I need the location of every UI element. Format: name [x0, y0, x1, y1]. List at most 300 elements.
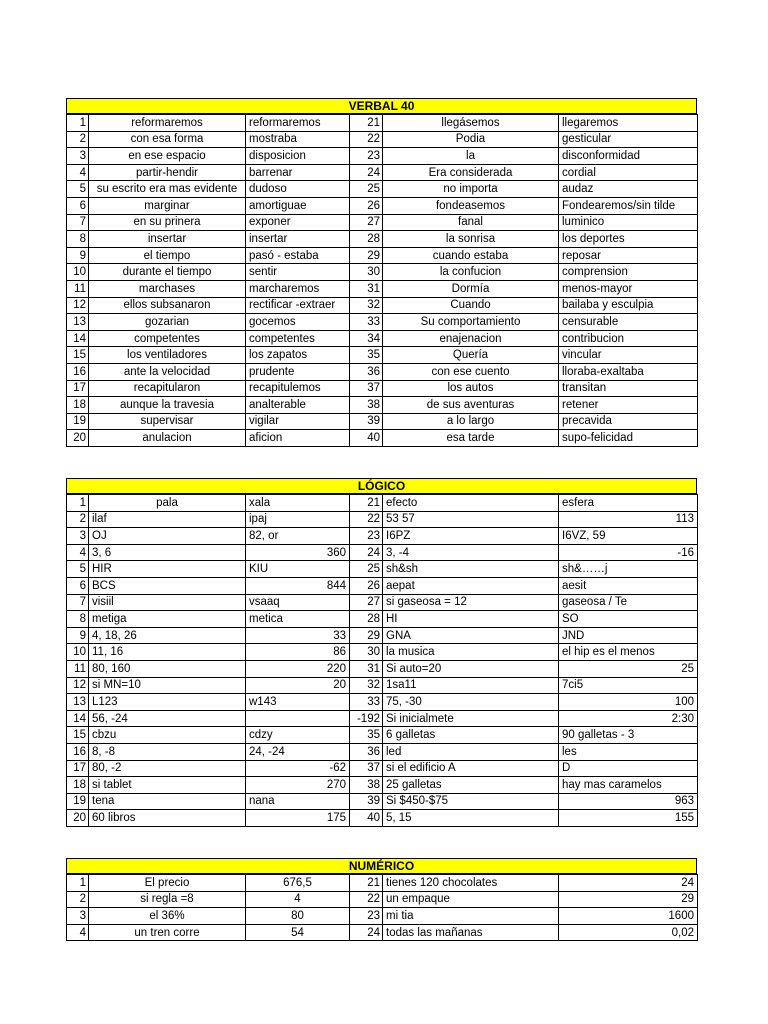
table-cell: sh&……j [559, 561, 698, 578]
table-cell: 9 [67, 627, 89, 644]
table-cell: 82, or [246, 528, 350, 545]
table-cell: disconformidad [559, 148, 698, 165]
table-cell: la sonrisa [383, 231, 559, 248]
table-cell: 37 [350, 760, 383, 777]
table-row [67, 495, 698, 512]
table-cell: 6 [67, 197, 89, 214]
table-cell [246, 710, 350, 727]
table-cell: 90 galletas - 3 [559, 727, 698, 744]
table-cell: HI [383, 611, 559, 628]
table-cell: 15 [67, 347, 89, 364]
table-cell: 11, 16 [89, 644, 246, 661]
table-row [67, 397, 698, 414]
verbal-section [66, 98, 697, 447]
table-cell: 30 [350, 264, 383, 281]
table-cell: prudente [246, 363, 350, 380]
table-cell: 24 [350, 544, 383, 561]
table-cell: 60 libros [89, 810, 246, 827]
table-cell: menos-mayor [559, 280, 698, 297]
table-cell: 5 [67, 181, 89, 198]
table-cell: dudoso [246, 181, 350, 198]
table-cell: mostraba [246, 131, 350, 148]
table-cell: 175 [246, 810, 350, 827]
table-cell: KIU [246, 561, 350, 578]
table-cell: el 36% [89, 908, 246, 925]
table-row [67, 380, 698, 397]
table-cell: luminico [559, 214, 698, 231]
table-cell: 113 [559, 511, 698, 528]
table-cell: 2 [67, 131, 89, 148]
table-row [67, 594, 698, 611]
table-cell: 16 [67, 743, 89, 760]
table-cell: censurable [559, 314, 698, 331]
table-cell: 39 [350, 793, 383, 810]
table-cell: aepat [383, 577, 559, 594]
table-cell: L123 [89, 694, 246, 711]
table-cell: -62 [246, 760, 350, 777]
table-cell: no importa [383, 181, 559, 198]
table-row [67, 908, 698, 925]
table-cell: bailaba y esculpia [559, 297, 698, 314]
table-cell: Fondearemos/sin tilde [559, 197, 698, 214]
table-cell: gozarian [89, 314, 246, 331]
table-cell: 24, -24 [246, 743, 350, 760]
table-cell: sentir [246, 264, 350, 281]
table-cell: vigilar [246, 413, 350, 430]
table-cell: audaz [559, 181, 698, 198]
table-row [67, 760, 698, 777]
table-cell: sh&sh [383, 561, 559, 578]
table-row [67, 314, 698, 331]
table-cell: Si inicialmete [383, 710, 559, 727]
table-cell: 1sa11 [383, 677, 559, 694]
table-cell: 53 57 [383, 511, 559, 528]
table-cell: Si auto=20 [383, 660, 559, 677]
table-cell: reposar [559, 247, 698, 264]
table-cell: 6 galletas [383, 727, 559, 744]
table-cell: D [559, 760, 698, 777]
table-cell: 25 [350, 181, 383, 198]
table-cell: 5 [67, 561, 89, 578]
table-cell: 4, 18, 26 [89, 627, 246, 644]
table-cell: si el edificio A [383, 760, 559, 777]
table-cell: la confucion [383, 264, 559, 281]
table-cell: mi tia [383, 908, 559, 925]
logico-header: LÓGICO [66, 478, 697, 494]
table-cell: de sus aventuras [383, 397, 559, 414]
table-row [67, 660, 698, 677]
table-cell: 4 [67, 544, 89, 561]
table-cell: insertar [89, 231, 246, 248]
table-cell: 11 [67, 280, 89, 297]
table-cell: disposicion [246, 148, 350, 165]
table-cell: analterable [246, 397, 350, 414]
table-cell: en su prinera [89, 214, 246, 231]
table-cell: 29 [350, 247, 383, 264]
table-cell: 86 [246, 644, 350, 661]
table-cell: exponer [246, 214, 350, 231]
table-cell: 29 [350, 627, 383, 644]
numerico-table [66, 874, 698, 941]
table-cell: 8 [67, 231, 89, 248]
table-cell: 7 [67, 214, 89, 231]
table-row [67, 810, 698, 827]
table-cell: 80, 160 [89, 660, 246, 677]
table-cell: 80, -2 [89, 760, 246, 777]
table-cell: 1 [67, 115, 89, 132]
table-cell: 33 [246, 627, 350, 644]
table-cell: 28 [350, 611, 383, 628]
table-cell: efecto [383, 495, 559, 512]
table-cell: 40 [350, 430, 383, 447]
table-cell: 13 [67, 314, 89, 331]
table-cell: precavida [559, 413, 698, 430]
table-cell: 23 [350, 908, 383, 925]
table-cell: supervisar [89, 413, 246, 430]
table-row [67, 148, 698, 165]
table-cell: metica [246, 611, 350, 628]
table-cell: visiil [89, 594, 246, 611]
table-cell: aesit [559, 577, 698, 594]
table-cell: si regla =8 [89, 891, 246, 908]
table-cell: llegaremos [559, 115, 698, 132]
table-row [67, 561, 698, 578]
table-row [67, 347, 698, 364]
table-cell: contribucion [559, 330, 698, 347]
table-cell: 21 [350, 115, 383, 132]
table-cell: OJ [89, 528, 246, 545]
table-cell: Cuando [383, 297, 559, 314]
table-cell: -192 [350, 710, 383, 727]
table-cell: si MN=10 [89, 677, 246, 694]
table-cell: 270 [246, 777, 350, 794]
table-cell: 40 [350, 810, 383, 827]
table-row [67, 214, 698, 231]
table-cell: los autos [383, 380, 559, 397]
table-cell: si tablet [89, 777, 246, 794]
table-cell: tienes 120 chocolates [383, 875, 559, 892]
table-row [67, 677, 698, 694]
logico-section [66, 478, 697, 827]
table-cell: lloraba-exaltaba [559, 363, 698, 380]
table-cell: 3, 6 [89, 544, 246, 561]
table-row [67, 264, 698, 281]
table-cell: competentes [246, 330, 350, 347]
table-row [67, 875, 698, 892]
table-cell: aficion [246, 430, 350, 447]
table-cell: a lo largo [383, 413, 559, 430]
numerico-header: NUMÉRICO [66, 858, 697, 874]
table-cell: HIR [89, 561, 246, 578]
table-cell: 360 [246, 544, 350, 561]
table-cell: 38 [350, 397, 383, 414]
table-row [67, 743, 698, 760]
table-cell: 30 [350, 644, 383, 661]
table-cell: amortiguae [246, 197, 350, 214]
table-cell: durante el tiempo [89, 264, 246, 281]
table-cell: 36 [350, 363, 383, 380]
table-row [67, 511, 698, 528]
table-cell: 8, -8 [89, 743, 246, 760]
table-cell: esfera [559, 495, 698, 512]
numerico-section [66, 858, 697, 941]
table-cell: un empaque [383, 891, 559, 908]
table-cell: 24 [350, 164, 383, 181]
table-cell: 32 [350, 677, 383, 694]
table-cell: insertar [246, 231, 350, 248]
table-cell: 15 [67, 727, 89, 744]
table-cell: cordial [559, 164, 698, 181]
table-cell: marginar [89, 197, 246, 214]
table-cell: Era considerada [383, 164, 559, 181]
table-cell: 22 [350, 891, 383, 908]
table-cell: 36 [350, 743, 383, 760]
table-cell: 6 [67, 577, 89, 594]
table-cell: w143 [246, 694, 350, 711]
table-cell: 32 [350, 297, 383, 314]
table-cell: Podia [383, 131, 559, 148]
table-row [67, 131, 698, 148]
table-cell: 27 [350, 594, 383, 611]
table-row [67, 644, 698, 661]
table-cell: 26 [350, 577, 383, 594]
table-row [67, 777, 698, 794]
table-cell: 17 [67, 380, 89, 397]
table-cell: el hip es el menos [559, 644, 698, 661]
table-cell: 13 [67, 694, 89, 711]
table-cell: 56, -24 [89, 710, 246, 727]
table-cell: marcharemos [246, 280, 350, 297]
table-row [67, 231, 698, 248]
table-row [67, 710, 698, 727]
table-cell: cdzy [246, 727, 350, 744]
table-cell: 18 [67, 777, 89, 794]
table-cell: Dormía [383, 280, 559, 297]
table-row [67, 577, 698, 594]
table-cell: 4 [67, 924, 89, 941]
table-cell: I6VZ, 59 [559, 528, 698, 545]
table-row [67, 330, 698, 347]
table-row [67, 627, 698, 644]
table-row [67, 363, 698, 380]
table-cell: retener [559, 397, 698, 414]
table-cell: partir-hendir [89, 164, 246, 181]
table-row [67, 280, 698, 297]
table-cell: led [383, 743, 559, 760]
table-cell: vincular [559, 347, 698, 364]
table-cell: 14 [67, 330, 89, 347]
table-cell: 21 [350, 875, 383, 892]
table-row [67, 694, 698, 711]
table-cell: fondeasemos [383, 197, 559, 214]
table-row [67, 181, 698, 198]
table-cell: fanal [383, 214, 559, 231]
table-cell: 155 [559, 810, 698, 827]
table-cell: 27 [350, 214, 383, 231]
table-cell: 3 [67, 528, 89, 545]
table-cell: ante la velocidad [89, 363, 246, 380]
table-cell: metiga [89, 611, 246, 628]
table-cell: 8 [67, 611, 89, 628]
verbal-header: VERBAL 40 [66, 98, 697, 114]
table-cell: 676,5 [246, 875, 350, 892]
table-cell: 35 [350, 727, 383, 744]
table-cell: los zapatos [246, 347, 350, 364]
table-cell: 3, -4 [383, 544, 559, 561]
table-cell: -16 [559, 544, 698, 561]
table-cell: llegásemos [383, 115, 559, 132]
table-cell: 2:30 [559, 710, 698, 727]
table-cell: los ventiladores [89, 347, 246, 364]
table-cell: 9 [67, 247, 89, 264]
table-cell: esa tarde [383, 430, 559, 447]
table-cell: Quería [383, 347, 559, 364]
table-cell: 39 [350, 413, 383, 430]
table-cell: 4 [246, 891, 350, 908]
table-cell: 33 [350, 694, 383, 711]
table-cell: xala [246, 495, 350, 512]
table-cell: I6PZ [383, 528, 559, 545]
table-cell: 29 [559, 891, 698, 908]
table-row [67, 430, 698, 447]
table-cell: supo-felicidad [559, 430, 698, 447]
table-cell: vsaaq [246, 594, 350, 611]
table-cell: 19 [67, 413, 89, 430]
table-cell: El precio [89, 875, 246, 892]
table-cell: 14 [67, 710, 89, 727]
table-cell: el tiempo [89, 247, 246, 264]
table-row [67, 611, 698, 628]
table-cell: 7ci5 [559, 677, 698, 694]
table-cell: 18 [67, 397, 89, 414]
table-cell: 10 [67, 264, 89, 281]
table-cell: 2 [67, 511, 89, 528]
table-cell: 4 [67, 164, 89, 181]
table-cell: 34 [350, 330, 383, 347]
table-row [67, 247, 698, 264]
table-cell: 22 [350, 511, 383, 528]
table-cell: ilaf [89, 511, 246, 528]
table-cell: 31 [350, 660, 383, 677]
table-cell: 25 [350, 561, 383, 578]
table-row [67, 115, 698, 132]
table-cell: 17 [67, 760, 89, 777]
table-row [67, 297, 698, 314]
table-cell: anulacion [89, 430, 246, 447]
table-cell: con esa forma [89, 131, 246, 148]
table-cell: les [559, 743, 698, 760]
table-cell: 0,02 [559, 924, 698, 941]
table-cell: la musica [383, 644, 559, 661]
table-cell: reformaremos [89, 115, 246, 132]
table-cell: 28 [350, 231, 383, 248]
table-cell: la [383, 148, 559, 165]
table-cell: con ese cuento [383, 363, 559, 380]
table-cell: 24 [559, 875, 698, 892]
table-cell: marchases [89, 280, 246, 297]
table-row [67, 727, 698, 744]
table-row [67, 528, 698, 545]
logico-table [66, 494, 698, 827]
table-cell: 2 [67, 891, 89, 908]
table-cell: 3 [67, 908, 89, 925]
table-cell: 75, -30 [383, 694, 559, 711]
table-cell: un tren corre [89, 924, 246, 941]
table-cell: enajenacion [383, 330, 559, 347]
table-cell: SO [559, 611, 698, 628]
table-cell: 25 [559, 660, 698, 677]
table-cell: 23 [350, 528, 383, 545]
table-cell: 26 [350, 197, 383, 214]
table-cell: 16 [67, 363, 89, 380]
table-cell: 35 [350, 347, 383, 364]
table-cell: barrenar [246, 164, 350, 181]
table-cell: 100 [559, 694, 698, 711]
table-cell: 20 [67, 810, 89, 827]
table-row [67, 544, 698, 561]
table-cell: 12 [67, 677, 89, 694]
table-cell: todas las mañanas [383, 924, 559, 941]
table-row [67, 891, 698, 908]
table-cell: 22 [350, 131, 383, 148]
table-cell: comprension [559, 264, 698, 281]
table-cell: ipaj [246, 511, 350, 528]
table-cell: 80 [246, 908, 350, 925]
table-cell: 1600 [559, 908, 698, 925]
table-cell: 19 [67, 793, 89, 810]
table-cell: 38 [350, 777, 383, 794]
table-cell: JND [559, 627, 698, 644]
table-cell: 5, 15 [383, 810, 559, 827]
table-cell: recapitularon [89, 380, 246, 397]
table-cell: reformaremos [246, 115, 350, 132]
table-cell: cuando estaba [383, 247, 559, 264]
table-cell: 20 [67, 430, 89, 447]
table-cell: cbzu [89, 727, 246, 744]
table-cell: 11 [67, 660, 89, 677]
table-cell: si gaseosa = 12 [383, 594, 559, 611]
table-cell: 1 [67, 875, 89, 892]
table-cell: en ese espacio [89, 148, 246, 165]
table-cell: Si $450-$75 [383, 793, 559, 810]
verbal-table [66, 114, 698, 447]
table-cell: gaseosa / Te [559, 594, 698, 611]
table-cell: aunque la travesia [89, 397, 246, 414]
table-cell: 54 [246, 924, 350, 941]
table-cell: 31 [350, 280, 383, 297]
table-row [67, 164, 698, 181]
table-cell: rectificar -extraer [246, 297, 350, 314]
table-cell: nana [246, 793, 350, 810]
table-cell: BCS [89, 577, 246, 594]
table-cell: 1 [67, 495, 89, 512]
table-cell: recapitulemos [246, 380, 350, 397]
table-row [67, 413, 698, 430]
table-cell: 37 [350, 380, 383, 397]
table-cell: transitan [559, 380, 698, 397]
table-cell: Su comportamiento [383, 314, 559, 331]
table-cell: 10 [67, 644, 89, 661]
table-cell: pasó - estaba [246, 247, 350, 264]
table-cell: su escrito era mas evidente [89, 181, 246, 198]
table-cell: hay mas caramelos [559, 777, 698, 794]
table-cell: 23 [350, 148, 383, 165]
table-cell: los deportes [559, 231, 698, 248]
table-cell: 3 [67, 148, 89, 165]
table-cell: pala [89, 495, 246, 512]
table-cell: 20 [246, 677, 350, 694]
table-cell: 24 [350, 924, 383, 941]
